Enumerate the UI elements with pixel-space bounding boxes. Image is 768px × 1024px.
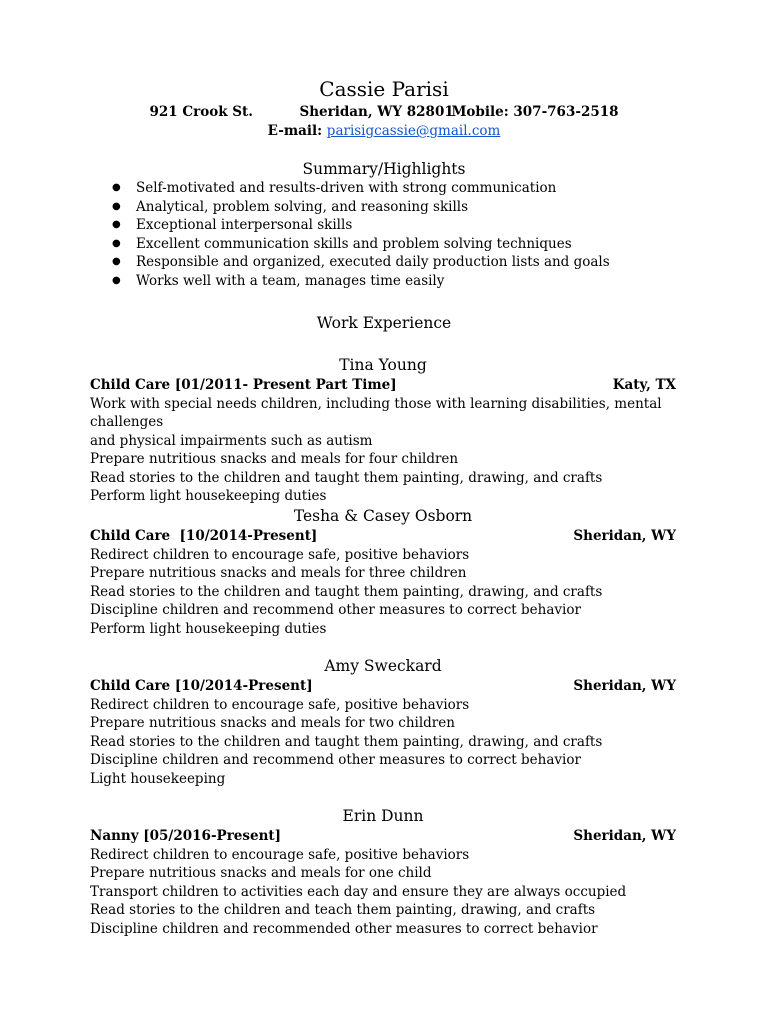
job-duty: Discipline children and recommended other measures to correct behavior <box>90 920 598 937</box>
job-entry-osborn <box>90 506 676 638</box>
employer-name: Tina Young <box>339 356 427 374</box>
summary-text: Works well with a team, manages time easily <box>136 272 445 289</box>
job-entry-sweckard <box>90 656 676 788</box>
list-item <box>112 179 610 198</box>
job-entry-tina-young <box>90 355 676 506</box>
job-role: Child Care [10/2014-Present] <box>90 678 313 694</box>
bullet-icon: ● <box>112 219 121 231</box>
job-role: Child Care [01/2011- Present Part Time] <box>90 377 397 393</box>
job-duty: Perform light housekeeping duties <box>90 488 327 505</box>
contact-line <box>0 103 768 121</box>
email-label: E-mail: <box>267 123 323 139</box>
job-role: Child Care [10/2014-Present] <box>90 528 318 544</box>
job-duty: Read stories to the children and teach them painting, drawing, and crafts <box>90 902 596 919</box>
job-heading <box>90 376 676 395</box>
summary-text: Excellent communication skills and problem solving techniques <box>136 235 572 252</box>
bullet-icon: ● <box>112 274 121 286</box>
bullet-icon: ● <box>112 200 121 212</box>
summary-title: Summary/Highlights <box>302 160 466 178</box>
work-experience-title: Work Experience <box>316 314 452 332</box>
job-duty: Transport children to activities each day and ensure they are always occupied <box>90 883 627 900</box>
summary-text: Exceptional interpersonal skills <box>136 217 353 234</box>
job-location: Sheridan, WY <box>573 528 676 544</box>
summary-list <box>112 179 610 291</box>
list-item <box>112 253 610 272</box>
list-item <box>112 235 610 254</box>
job-heading <box>90 527 676 546</box>
job-duty: Perform light housekeeping duties <box>90 620 327 637</box>
city-state-zip: Sheridan, WY 82801 <box>299 104 454 120</box>
email-link[interactable]: parisigcassie@gmail.com <box>326 123 501 139</box>
job-duty: Prepare nutritious snacks and meals for three children <box>90 565 467 582</box>
employer-name: Amy Sweckard <box>324 657 442 675</box>
summary-text: Responsible and organized, executed daily production lists and goals <box>136 254 610 271</box>
job-duty: Redirect children to encourage safe, positive behaviors <box>90 696 470 713</box>
email-line <box>0 122 768 140</box>
job-location: Sheridan, WY <box>573 678 676 694</box>
employer-name: Erin Dunn <box>342 807 424 825</box>
list-item <box>112 216 610 235</box>
job-duty: Read stories to the children and taught them painting, drawing, and crafts <box>90 583 603 600</box>
job-heading <box>90 677 676 696</box>
address: 921 Crook St. <box>149 104 253 120</box>
job-location: Sheridan, WY <box>573 828 676 844</box>
summary-text: Self-motivated and results-driven with strong communication <box>136 180 557 196</box>
bullet-icon: ● <box>112 256 121 268</box>
job-duty: Redirect children to encourage safe, positive behaviors <box>90 546 470 563</box>
job-location: Katy, TX <box>612 377 676 393</box>
bullet-icon: ● <box>112 237 121 249</box>
job-duty: Redirect children to encourage safe, positive behaviors <box>90 846 470 863</box>
job-duty: Light housekeeping <box>90 770 226 787</box>
employer-name: Tesha & Casey Osborn <box>293 507 473 525</box>
job-duty: Prepare nutritious snacks and meals for one child <box>90 865 432 882</box>
job-duty: Read stories to the children and taught them painting, drawing, and crafts <box>90 469 603 486</box>
job-duty: and physical impairments such as autism <box>90 432 373 449</box>
job-duty: Prepare nutritious snacks and meals for two children <box>90 715 455 732</box>
list-item <box>112 198 610 217</box>
job-duty: Discipline children and recommend other measures to correct behavior <box>90 752 581 769</box>
bullet-icon: ● <box>112 182 121 193</box>
job-entry-erin-dunn <box>90 806 676 938</box>
candidate-name: Cassie Parisi <box>319 77 449 101</box>
job-role: Nanny [05/2016-Present] <box>90 828 282 844</box>
job-duty: Discipline children and recommend other measures to correct behavior <box>90 602 581 619</box>
list-item <box>112 272 610 291</box>
job-duty: Work with special needs children, including those with learning disabilities, mental challenges <box>90 395 662 431</box>
job-heading <box>90 827 676 846</box>
summary-text: Analytical, problem solving, and reasoning skills <box>136 198 469 215</box>
mobile-number: Mobile: 307-763-2518 <box>451 104 619 120</box>
job-duty: Read stories to the children and taught them painting, drawing, and crafts <box>90 733 603 750</box>
job-duty: Prepare nutritious snacks and meals for four children <box>90 451 459 468</box>
